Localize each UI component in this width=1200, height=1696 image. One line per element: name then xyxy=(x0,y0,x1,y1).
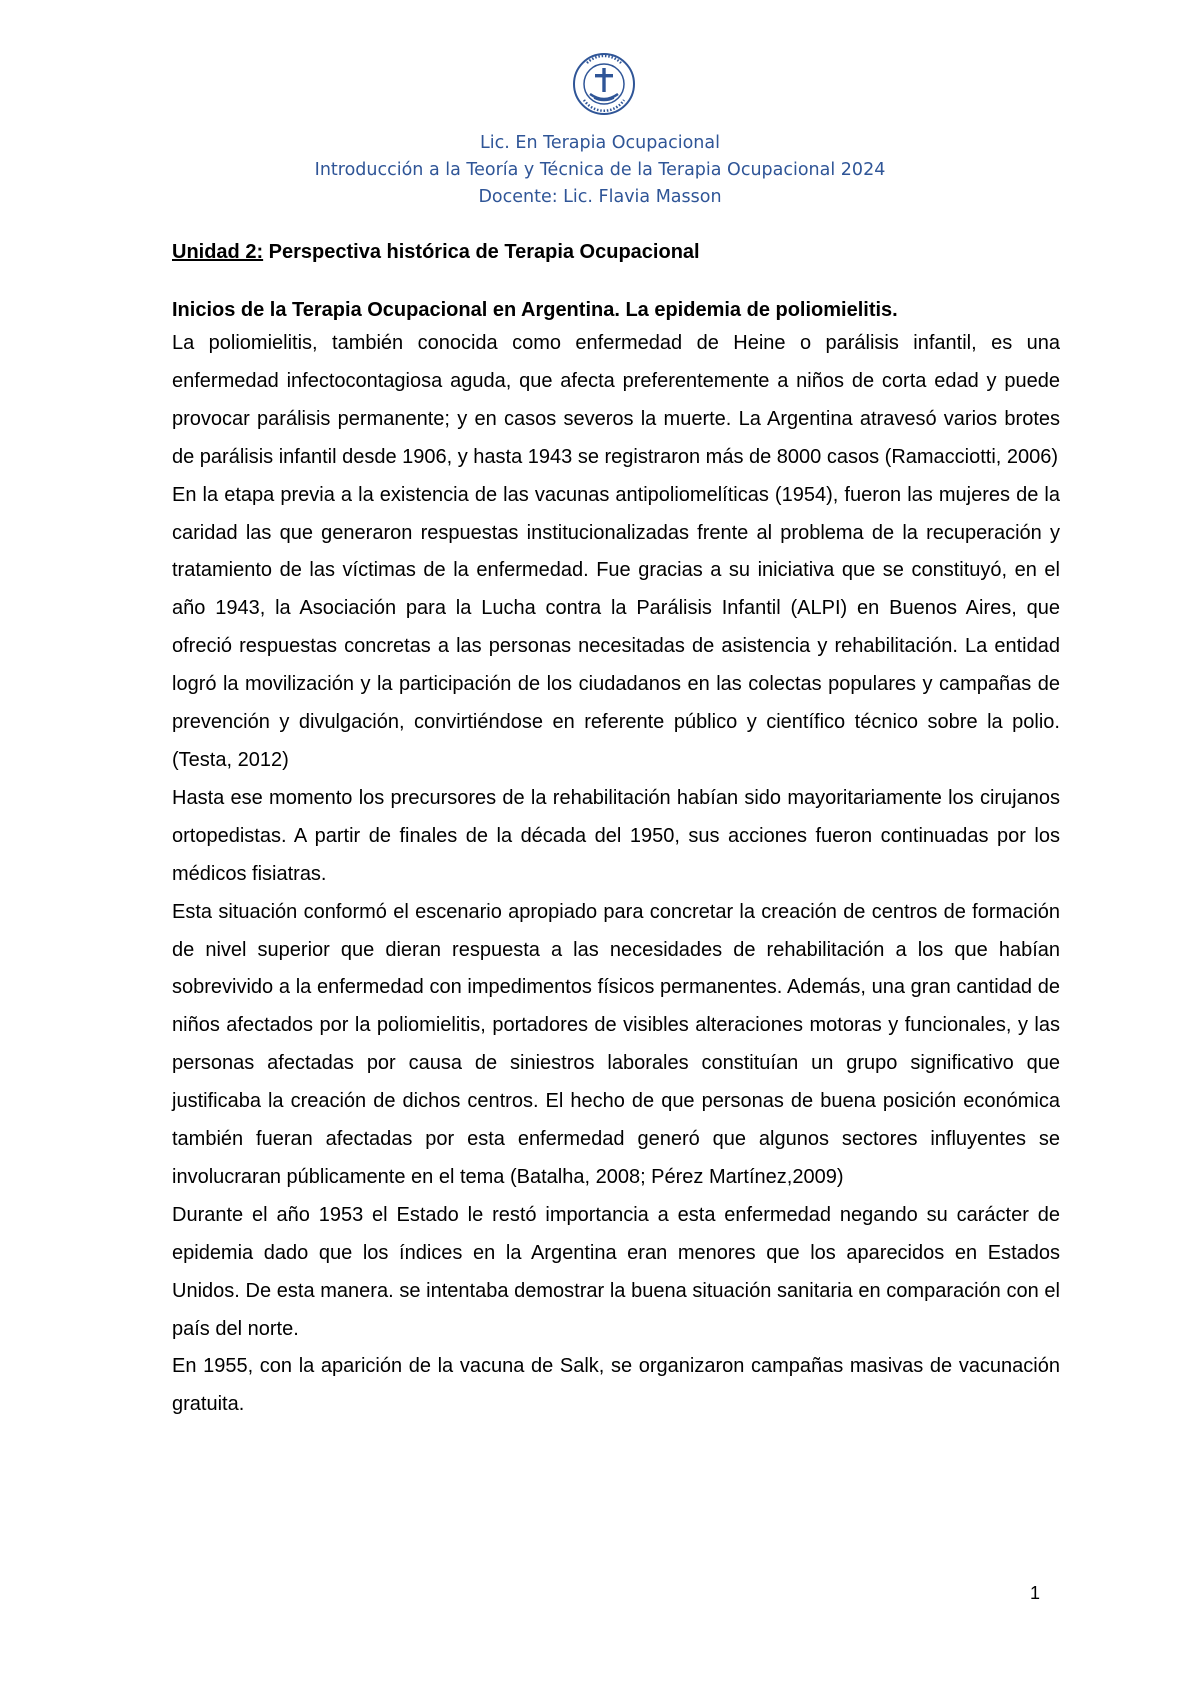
header-program: Lic. En Terapia Ocupacional xyxy=(480,133,720,153)
header-teacher: Docente: Lic. Flavia Masson xyxy=(478,187,722,207)
paragraph-5: Durante el año 1953 el Estado le restó importancia a esta enfermedad negando su carácter de epidemia dado que los índices en la Argentina eran menores que los aparecidos en Estados Unidos. De esta manera. se intentaba demostrar la buena situación sanitaria en comparación con el país del norte. xyxy=(172,1203,1060,1340)
paragraph-1: La poliomielitis, también conocida como enfermedad de Heine o parálisis infantil, es una enfermedad infectocontagiosa aguda, que afecta preferentemente a niños de corta edad y puede provocar parálisis permanente; y en casos severos la muerte. La Argentina atravesó varios brotes de parálisis infantil desde 1906, y hasta 1943 se registraron más de 8000 casos (Ramacciotti, 2006) xyxy=(172,332,1060,468)
unit-label: Unidad 2: xyxy=(172,241,264,263)
paragraph-6: En 1955, con la aparición de la vacuna de Salk, se organizaron campañas masivas de vacunación gratuita. xyxy=(172,1355,1060,1416)
unit-name: Perspectiva histórica de Terapia Ocupacional xyxy=(263,241,700,263)
university-seal-icon xyxy=(572,52,636,116)
paragraph-3: Hasta ese momento los precursores de la rehabilitación habían sido mayoritariamente los cirujanos ortopedistas. A partir de finales de la década del 1950, sus acciones fueron continuadas por los médicos fisiatras. xyxy=(172,786,1060,885)
document-body xyxy=(172,237,1060,1424)
paragraph-4: Esta situación conformó el escenario apropiado para concretar la creación de centros de formación de nivel superior que dieran respuesta a las necesidades de rehabilitación a los que habían sobrevivido a la enfermedad con impedimentos físicos permanentes. Además, una gran cantidad de niños afectados por la poliomielitis, portadores de visibles alteraciones motoras y funcionales, y las personas afectadas por causa de siniestros laborales constituían un grupo significativo que justificaba la creación de dichos centros. El hecho de que personas de buena posición económica también fueran afectadas por esta enfermedad generó que algunos sectores influyentes se involucraran públicamente en el tema (Batalha, 2008; Pérez Martínez,2009) xyxy=(172,900,1060,1188)
page-number: 1 xyxy=(1030,1583,1041,1603)
paragraph-2: En la etapa previa a la existencia de las vacunas antipoliomelíticas (1954), fueron las mujeres de la caridad las que generaron respuestas institucionalizadas frente al problema de la recuperación y tratamiento de las víctimas de la enfermedad. Fue gracias a su iniciativa que se constituyó, en el año 1943, la Asociación para la Lucha contra la Parálisis Infantil (ALPI) en Buenos Aires, que ofreció respuestas concretas a las personas necesitadas de asistencia y rehabilitación. La entidad logró la movilización y la participación de los ciudadanos en las colectas populares y campañas de prevención y divulgación, convirtiéndose en referente público y científico técnico sobre la polio. (Testa, 2012) xyxy=(172,483,1060,771)
header-course: Introducción a la Teoría y Técnica de la Terapia Ocupacional 2024 xyxy=(314,160,886,180)
unit-title xyxy=(172,237,1060,267)
section-title: Inicios de la Terapia Ocupacional en Argentina. La epidemia de poliomielitis. xyxy=(172,299,898,321)
document-header xyxy=(0,130,1200,211)
